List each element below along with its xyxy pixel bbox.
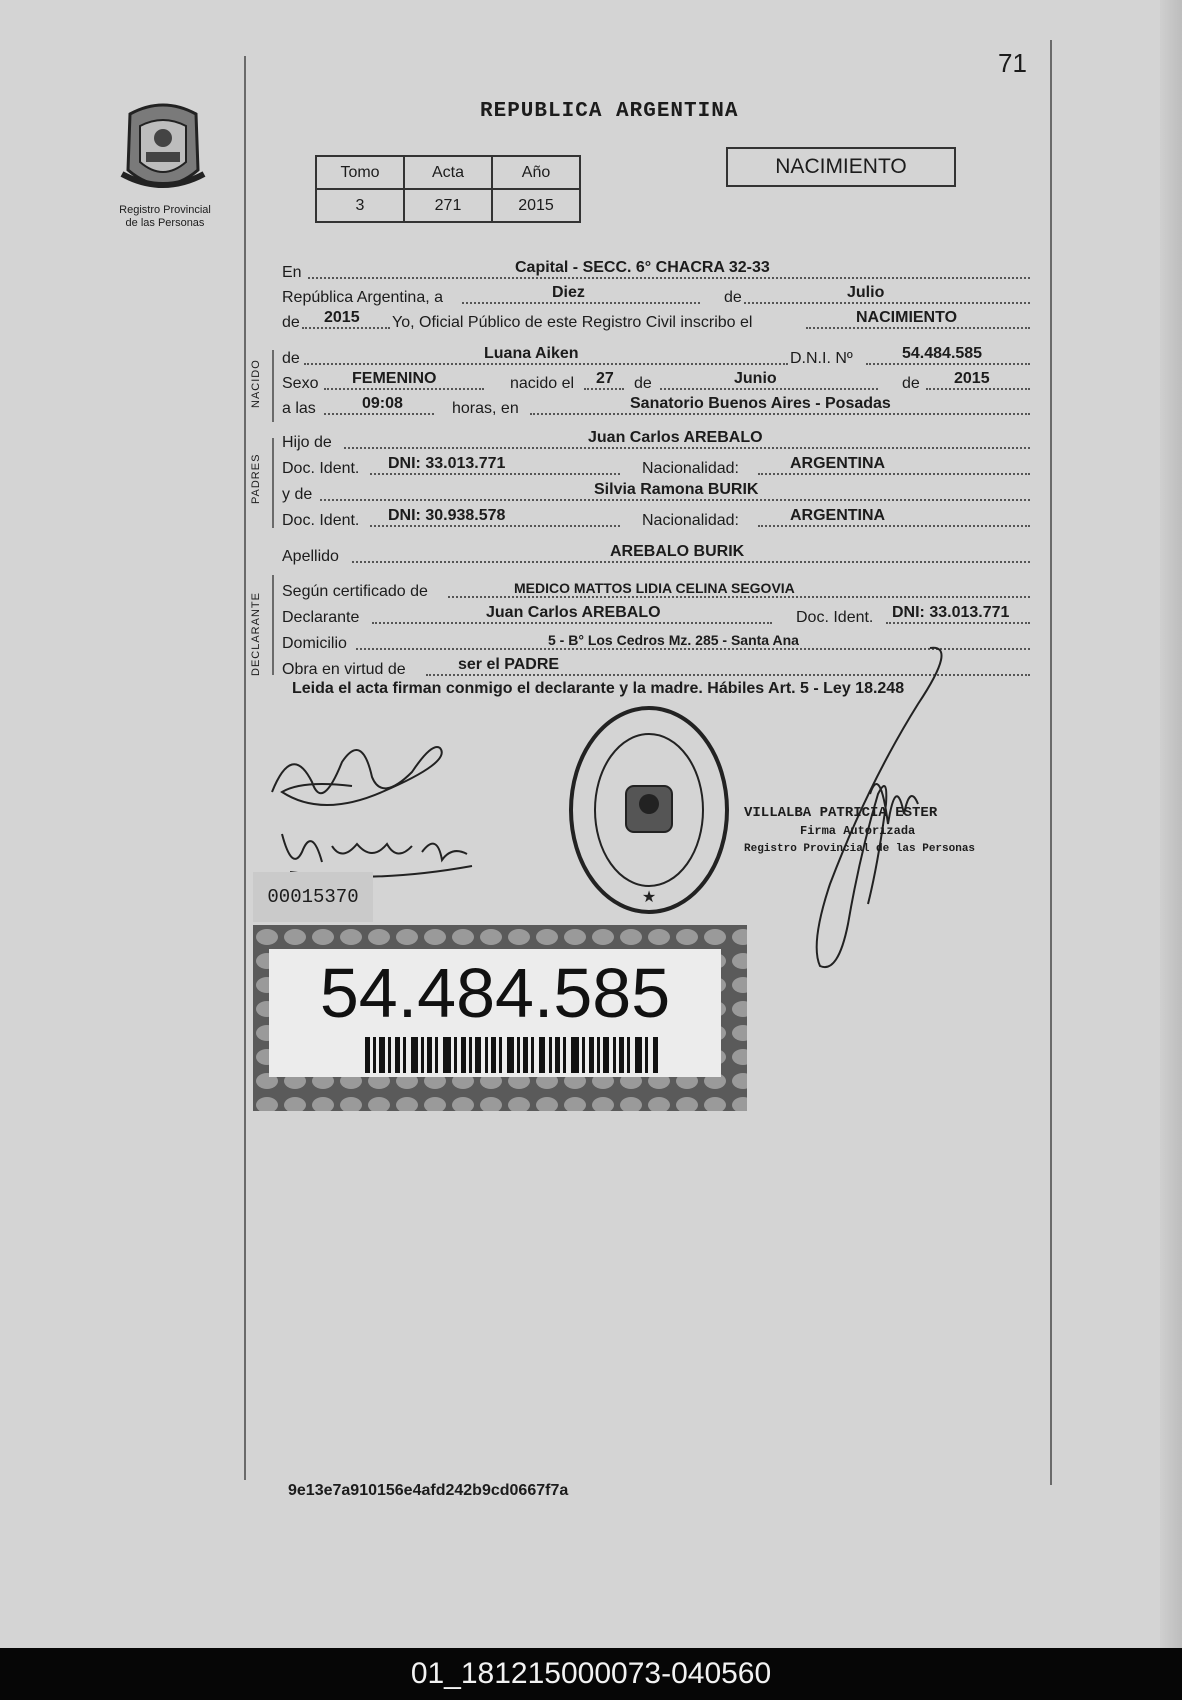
dotted-line: [344, 447, 1030, 449]
label-de: de: [724, 289, 742, 306]
row-certificado: [282, 577, 1030, 601]
value-padre: Juan Carlos AREBALO: [588, 429, 763, 446]
label-nacionalidad: Nacionalidad:: [642, 460, 739, 477]
value-madre-doc: DNI: 30.938.578: [388, 507, 506, 524]
official-name: VILLALBA PATRICIA ESTER: [744, 805, 938, 821]
official-role: Firma Autorizada: [800, 824, 916, 838]
dotted-line: [462, 302, 700, 304]
dotted-line: [584, 388, 624, 390]
label-apellido: Apellido: [282, 548, 339, 565]
header-acta: Acta: [404, 156, 492, 189]
row-declarante: [282, 603, 1030, 627]
dotted-line: [302, 327, 390, 329]
value-obra: ser el PADRE: [458, 656, 560, 673]
row-apellido: [282, 542, 1030, 566]
dotted-line: [304, 363, 788, 365]
value-anio: 2015: [492, 189, 580, 222]
dotted-line: [372, 622, 772, 624]
value-apellido: AREBALO BURIK: [610, 543, 745, 560]
dotted-line: [370, 473, 620, 475]
label-nacionalidad: Nacionalidad:: [642, 512, 739, 529]
dotted-line: [866, 363, 1030, 365]
label-segun: Según certificado de: [282, 583, 428, 600]
label-domicilio: Domicilio: [282, 635, 347, 652]
section-label-nacido: NACIDO: [250, 359, 262, 408]
registry-value-row: [316, 189, 580, 222]
left-margin-rule: [244, 56, 246, 1480]
value-acto: NACIMIENTO: [856, 309, 958, 326]
registry-header-row: [316, 156, 580, 189]
padres-bracket: [272, 438, 274, 528]
label-y-de: y de: [282, 486, 313, 503]
label-sexo: Sexo: [282, 375, 319, 392]
row-nombre: [282, 344, 1030, 368]
row-madre: [282, 480, 1030, 504]
label-yo: Yo, Oficial Público de este Registro Civil inscribo el: [392, 314, 753, 331]
value-acta: 271: [404, 189, 492, 222]
dotted-line: [324, 388, 484, 390]
right-margin-rule: [1050, 40, 1052, 1485]
official-office: Registro Provincial de las Personas: [744, 843, 976, 855]
dni-number-large: 54.484.585: [319, 954, 671, 1032]
provincial-emblem-logo: [118, 100, 208, 200]
header-tomo: Tomo: [316, 156, 404, 189]
dotted-line: [352, 561, 1030, 563]
nacido-bracket: [272, 350, 274, 422]
label-a-las: a las: [282, 400, 316, 417]
dotted-line: [370, 525, 620, 527]
sticker-inner: [269, 949, 721, 1077]
label-hijo-de: Hijo de: [282, 434, 332, 451]
page-number: 71: [998, 48, 1027, 78]
row-madre-doc: [282, 506, 1030, 530]
dotted-line: [324, 413, 434, 415]
value-dia: Diez: [552, 284, 585, 301]
barcode: [365, 1037, 661, 1073]
label-horas-en: horas, en: [452, 400, 519, 417]
row-en: [282, 258, 1030, 282]
label-nacido-el: nacido el: [510, 375, 575, 392]
logo-caption-line2: de las Personas: [125, 217, 205, 229]
value-nac-anio: 2015: [954, 370, 990, 387]
label-de-anio-nac: de: [902, 375, 920, 392]
value-sexo: FEMENINO: [352, 370, 437, 387]
dotted-line: [758, 473, 1030, 475]
value-mes: Julio: [847, 284, 885, 301]
label-republica: República Argentina, a: [282, 289, 443, 306]
value-padre-nac: ARGENTINA: [790, 455, 886, 472]
label-doc-ident: Doc. Ident.: [282, 512, 360, 529]
dotted-line: [308, 277, 1030, 279]
registry-table: [315, 155, 581, 223]
row-hora: [282, 394, 1030, 418]
dotted-line: [530, 413, 1030, 415]
closing-statement: Leida el acta firman conmigo el declarante y la madre. Hábiles Art. 5 - Ley 18.248: [292, 680, 905, 697]
dotted-line: [744, 302, 1030, 304]
serial-number: 00015370: [253, 872, 373, 922]
file-id-bar: 01_181215000073-040560: [0, 1648, 1182, 1700]
record-type-box: NACIMIENTO: [726, 147, 956, 187]
value-madre: Silvia Ramona BURIK: [594, 481, 759, 498]
row-padre: [282, 428, 1030, 452]
dotted-line: [320, 499, 1030, 501]
value-lugar-nac: Sanatorio Buenos Aires - Posadas: [630, 395, 891, 412]
value-dni: 54.484.585: [902, 345, 983, 362]
value-domicilio: 5 - B° Los Cedros Mz. 285 - Santa Ana: [548, 632, 799, 648]
official-signature-block: [744, 804, 975, 858]
value-nac-dia: 27: [596, 370, 614, 387]
logo-caption-line1: Registro Provincial: [119, 204, 211, 216]
logo-caption: [100, 204, 230, 230]
document-hash: 9e13e7a910156e4afd242b9cd0667f7a: [288, 1482, 569, 1499]
section-label-padres: PADRES: [250, 453, 262, 504]
value-anio: 2015: [324, 309, 360, 326]
row-inscripcion: [282, 308, 1030, 332]
row-sexo: [282, 369, 1030, 393]
dotted-line: [806, 327, 1030, 329]
value-declarante: Juan Carlos AREBALO: [486, 604, 661, 621]
value-declarante-doc: DNI: 33.013.771: [892, 604, 1010, 621]
header-anio: Año: [492, 156, 580, 189]
label-obra: Obra en virtud de: [282, 661, 406, 678]
section-label-declarante: DECLARANTE: [250, 592, 262, 676]
dni-label-sticker: [253, 925, 747, 1111]
dotted-line: [758, 525, 1030, 527]
value-padre-doc: DNI: 33.013.771: [388, 455, 506, 472]
value-tomo: 3: [316, 189, 404, 222]
value-certificado: MEDICO MATTOS LIDIA CELINA SEGOVIA: [514, 580, 795, 596]
label-dni: D.N.I. Nº: [790, 350, 853, 367]
row-fecha: [282, 283, 1030, 307]
label-declarante: Declarante: [282, 609, 360, 626]
dotted-line: [926, 388, 1030, 390]
dotted-line: [886, 622, 1030, 624]
document-title: REPUBLICA ARGENTINA: [480, 100, 739, 123]
value-nac-mes: Junio: [734, 370, 777, 387]
dotted-line: [660, 388, 878, 390]
value-hora: 09:08: [362, 395, 403, 412]
official-stamp: [564, 700, 734, 920]
value-nombre: Luana Aiken: [484, 345, 579, 362]
svg-text:★: ★: [641, 887, 657, 906]
value-madre-nac: ARGENTINA: [790, 507, 886, 524]
declarante-bracket: [272, 575, 274, 675]
value-lugar: Capital - SECC. 6° CHACRA 32-33: [515, 259, 770, 276]
row-padre-doc: [282, 454, 1030, 478]
label-de-anio: de: [282, 314, 300, 331]
label-doc-ident-decl: Doc. Ident.: [796, 609, 874, 626]
label-en: En: [282, 264, 302, 281]
declarant-signature: [262, 722, 482, 892]
dotted-line: [448, 596, 1030, 598]
label-doc-ident: Doc. Ident.: [282, 460, 360, 477]
label-de-nombre: de: [282, 350, 300, 367]
label-de-mes: de: [634, 375, 652, 392]
